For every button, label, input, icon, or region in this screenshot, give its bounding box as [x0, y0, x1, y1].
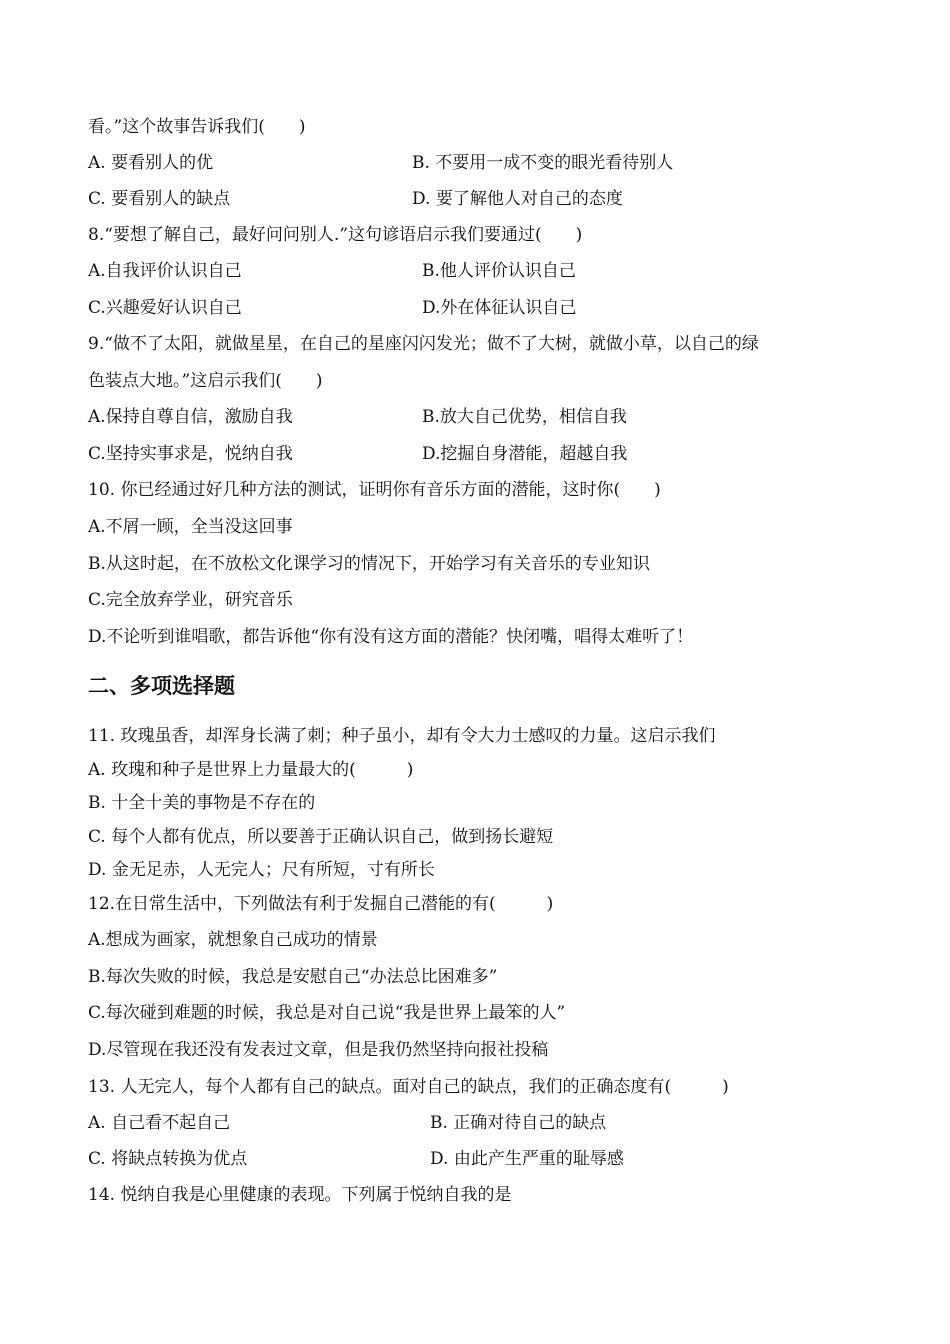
q13-option-d: D. 由此产生严重的耻辱感: [430, 1149, 624, 1169]
q10-stem: 10. 你已经通过好几种方法的测试，证明你有音乐方面的潜能，这时你( ): [88, 480, 661, 500]
q13-option-a: A. 自己看不起自己: [88, 1113, 231, 1133]
q12-option-c: C.每次碰到难题的时候，我总是对自己说“我是世界上最笨的人”: [88, 1003, 566, 1023]
q9-option-a: A.保持自尊自信，激励自我: [88, 407, 293, 427]
q7-option-c: C. 要看别人的缺点: [88, 189, 231, 209]
q7-option-b: B. 不要用一成不变的眼光看待别人: [412, 153, 674, 173]
q9-stem-line1: 9.“做不了太阳，就做星星，在自己的星座闪闪发光；做不了大树，就做小草，以自己的绿: [88, 334, 759, 354]
q11-option-b: B. 十全十美的事物是不存在的: [88, 793, 316, 813]
q10-option-a: A.不屑一顾，全当没这回事: [88, 517, 293, 537]
q9-stem-line2: 色装点大地。”这启示我们( ): [88, 371, 323, 391]
q12-option-b: B.每次失败的时候，我总是安慰自己“办法总比困难多”: [88, 967, 498, 987]
q8-option-a: A.自我评价认识自己: [88, 261, 242, 281]
q11-stem: 11. 玫瑰虽香，却浑身长满了刺；种子虽小，却有令大力士感叹的力量。这启示我们: [88, 726, 716, 746]
q11-option-d: D. 金无足赤，人无完人；尺有所短，寸有所长: [88, 860, 435, 880]
q9-option-b: B.放大自己优势，相信自我: [422, 407, 627, 427]
q13-option-b: B. 正确对待自己的缺点: [430, 1113, 607, 1133]
q14-stem: 14. 悦纳自我是心里健康的表现。下列属于悦纳自我的是: [88, 1185, 512, 1205]
q12-option-a: A.想成为画家，就想象自己成功的情景: [88, 930, 378, 950]
q13-option-c: C. 将缺点转换为优点: [88, 1149, 248, 1169]
q10-option-c: C.完全放弃学业，研究音乐: [88, 590, 293, 610]
q8-option-b: B.他人评价认识自己: [422, 261, 576, 281]
section-heading: 二、多项选择题: [88, 673, 235, 698]
q9-option-d: D.挖掘自身潜能，超越自我: [422, 444, 628, 464]
q11-option-c: C. 每个人都有优点，所以要善于正确认识自己，做到扬长避短: [88, 827, 554, 847]
q7-option-a: A. 要看别人的优: [88, 153, 214, 173]
q10-option-d: D.不论听到谁唱歌，都告诉他“你有没有这方面的潜能？快闭嘴，唱得太难听了！: [88, 627, 694, 647]
q7-stem-tail: 看。”这个故事告诉我们( ): [88, 117, 306, 137]
q7-option-d: D. 要了解他人对自己的态度: [412, 189, 623, 209]
q8-option-d: D.外在体征认识自己: [422, 298, 577, 318]
q12-stem: 12.在日常生活中，下列做法有利于发掘自己潜能的有( ): [88, 894, 554, 914]
q11-option-a: A. 玫瑰和种子是世界上力量最大的( ): [88, 760, 414, 780]
q13-stem: 13. 人无完人，每个人都有自己的缺点。面对自己的缺点，我们的正确态度有( ): [88, 1077, 729, 1097]
q8-stem: 8.“要想了解自己，最好问问别人.”这句谚语启示我们要通过( ): [88, 225, 583, 245]
q8-option-c: C.兴趣爱好认识自己: [88, 298, 242, 318]
q9-option-c: C.坚持实事求是，悦纳自我: [88, 444, 293, 464]
q12-option-d: D.尽管现在我还没有发表过文章，但是我仍然坚持向报社投稿: [88, 1040, 549, 1060]
q10-option-b: B.从这时起，在不放松文化课学习的情况下，开始学习有关音乐的专业知识: [88, 554, 650, 574]
